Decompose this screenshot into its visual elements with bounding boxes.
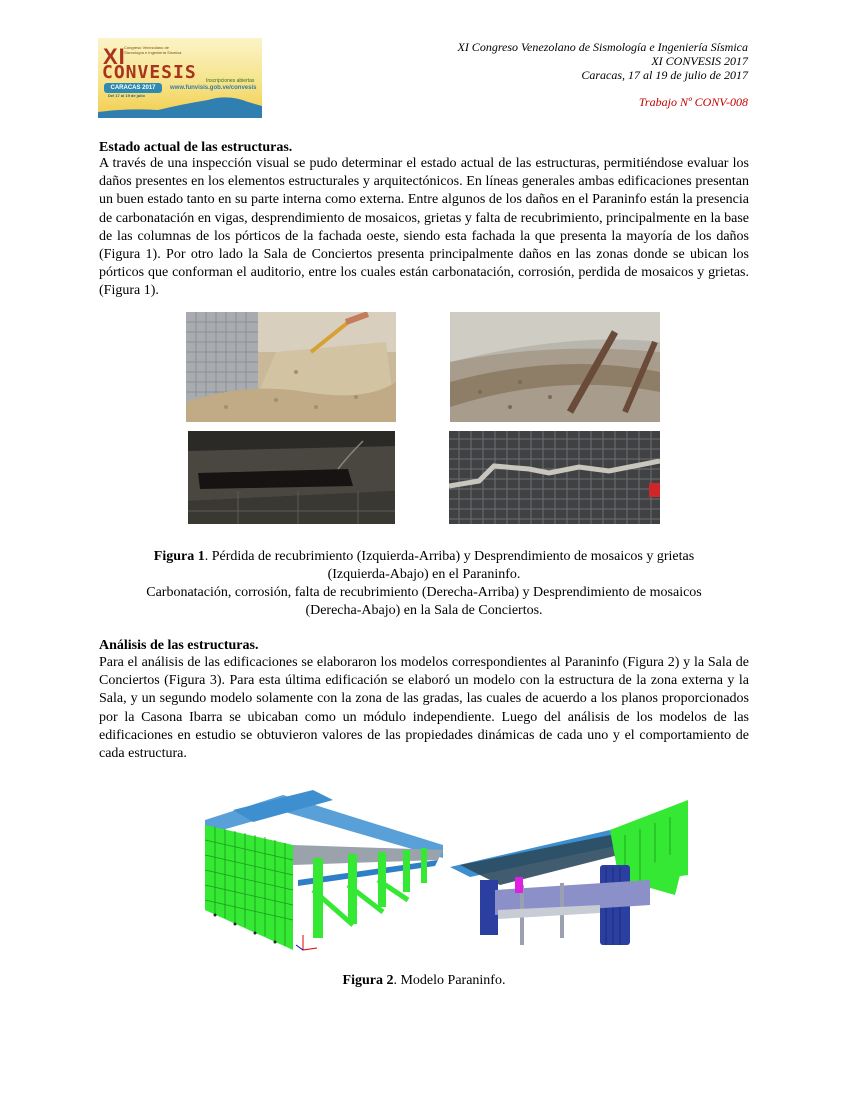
header-location-date: Caracas, 17 al 19 de julio de 2017 (581, 68, 748, 82)
logo-url: www.funvisis.gob.ve/convesis (170, 85, 257, 91)
figure2-text: . Modelo Paraninfo. (393, 973, 506, 988)
logo-city: CARACAS 2017 (104, 83, 162, 93)
figure1-label: Figura 1 (153, 549, 205, 564)
header-edition: XI CONVESIS 2017 (651, 54, 748, 68)
section-heading-estado: Estado actual de las estructuras. (99, 140, 293, 155)
photo-mosaic-cracks (188, 431, 395, 524)
figure1-caption-line2: (Izquierda-Abajo) en el Paraninfo. (327, 567, 521, 582)
section-body-estado: A través de una inspección visual se pudo determinar el estado actual de las estructuras, permitiéndose evaluar los daños presentes en los elementos estructurales y arquitectónicos. En líneas generales ambas edificaciones presentan un buen estado tanto en su parte interna como externa. Entre algunos de los daños en el Paraninfo están la presencia de carbonatación en vigas, desprendimiento de mosaicos, grietas y falta de recubrimiento, principalmente en la base de las columnas de los pórticos de la fachada oeste, siendo esta fachada la que presenta la mayoría de los daños (Figura 1). Por otro lado la Sala de Conciertos presenta principalmente daños en las zonas donde se ubican los pórticos que conforman el auditorio, entre los cuales están carbonatación, corrosión, perdida de mosaicos y grietas. (Figura 1). (99, 156, 749, 299)
convesis-logo (98, 38, 262, 118)
photo-mosaic-detachment (449, 431, 660, 524)
photo-carbonation-corrosion (450, 312, 660, 422)
logo-dates: Del 17 al 19 de julio (108, 93, 145, 98)
header-congress: XI Congreso Venezolano de Sismología e Ingeniería Sísmica (457, 40, 748, 54)
figure2-label: Figura 2 (342, 973, 394, 988)
model-paraninfo-view-2 (450, 795, 688, 952)
logo-name: CONVESIS (102, 62, 197, 83)
section-body-analisis: Para el análisis de las edificaciones se elaboraron los modelos correspondientes al Paraninfo (Figura 2) y la Sala de Conciertos (Figura 3). Para esta última edificación se elaboró un modelo con la estructura de la zona externa y la Sala, y un segundo modelo solamente con la zona de las gradas, las cuales de acuerdo a los planos proporcionados por la Casona Ibarra se ubicaban como un módulo independiente. Luego del análisis de los modelos de las edificaciones en estudio se obtuvieron valores de las propiedades dinámicas de cada uno y el comportamiento de cada estructura. (99, 655, 749, 762)
logo-inscriptions: Inscripciones abiertas (206, 78, 255, 84)
figure1-caption-line1 (99, 548, 749, 566)
logo-small-text: Congreso Venezolano de Sismología e Ingeniería Sísmica (124, 45, 182, 55)
figure1-caption-line3: Carbonatación, corrosión, falta de recubrimiento (Derecha-Arriba) y Desprendimiento de mosaicos (146, 585, 702, 600)
section-heading-analisis: Análisis de las estructuras. (99, 638, 259, 653)
mountain-silhouette-icon (98, 90, 262, 118)
model-paraninfo-view-1 (203, 790, 446, 952)
photo-loss-of-cover (186, 312, 396, 422)
figure1-text-line1: . Pérdida de recubrimiento (Izquierda-Arriba) y Desprendimiento de mosaicos y grietas (204, 549, 695, 564)
figure1-caption-line4: (Derecha-Abajo) en la Sala de Conciertos. (305, 603, 543, 618)
figure2-caption (99, 972, 749, 990)
logo-numeral: XI (103, 44, 126, 69)
paper-number: Trabajo Nº CONV-008 (638, 95, 748, 109)
